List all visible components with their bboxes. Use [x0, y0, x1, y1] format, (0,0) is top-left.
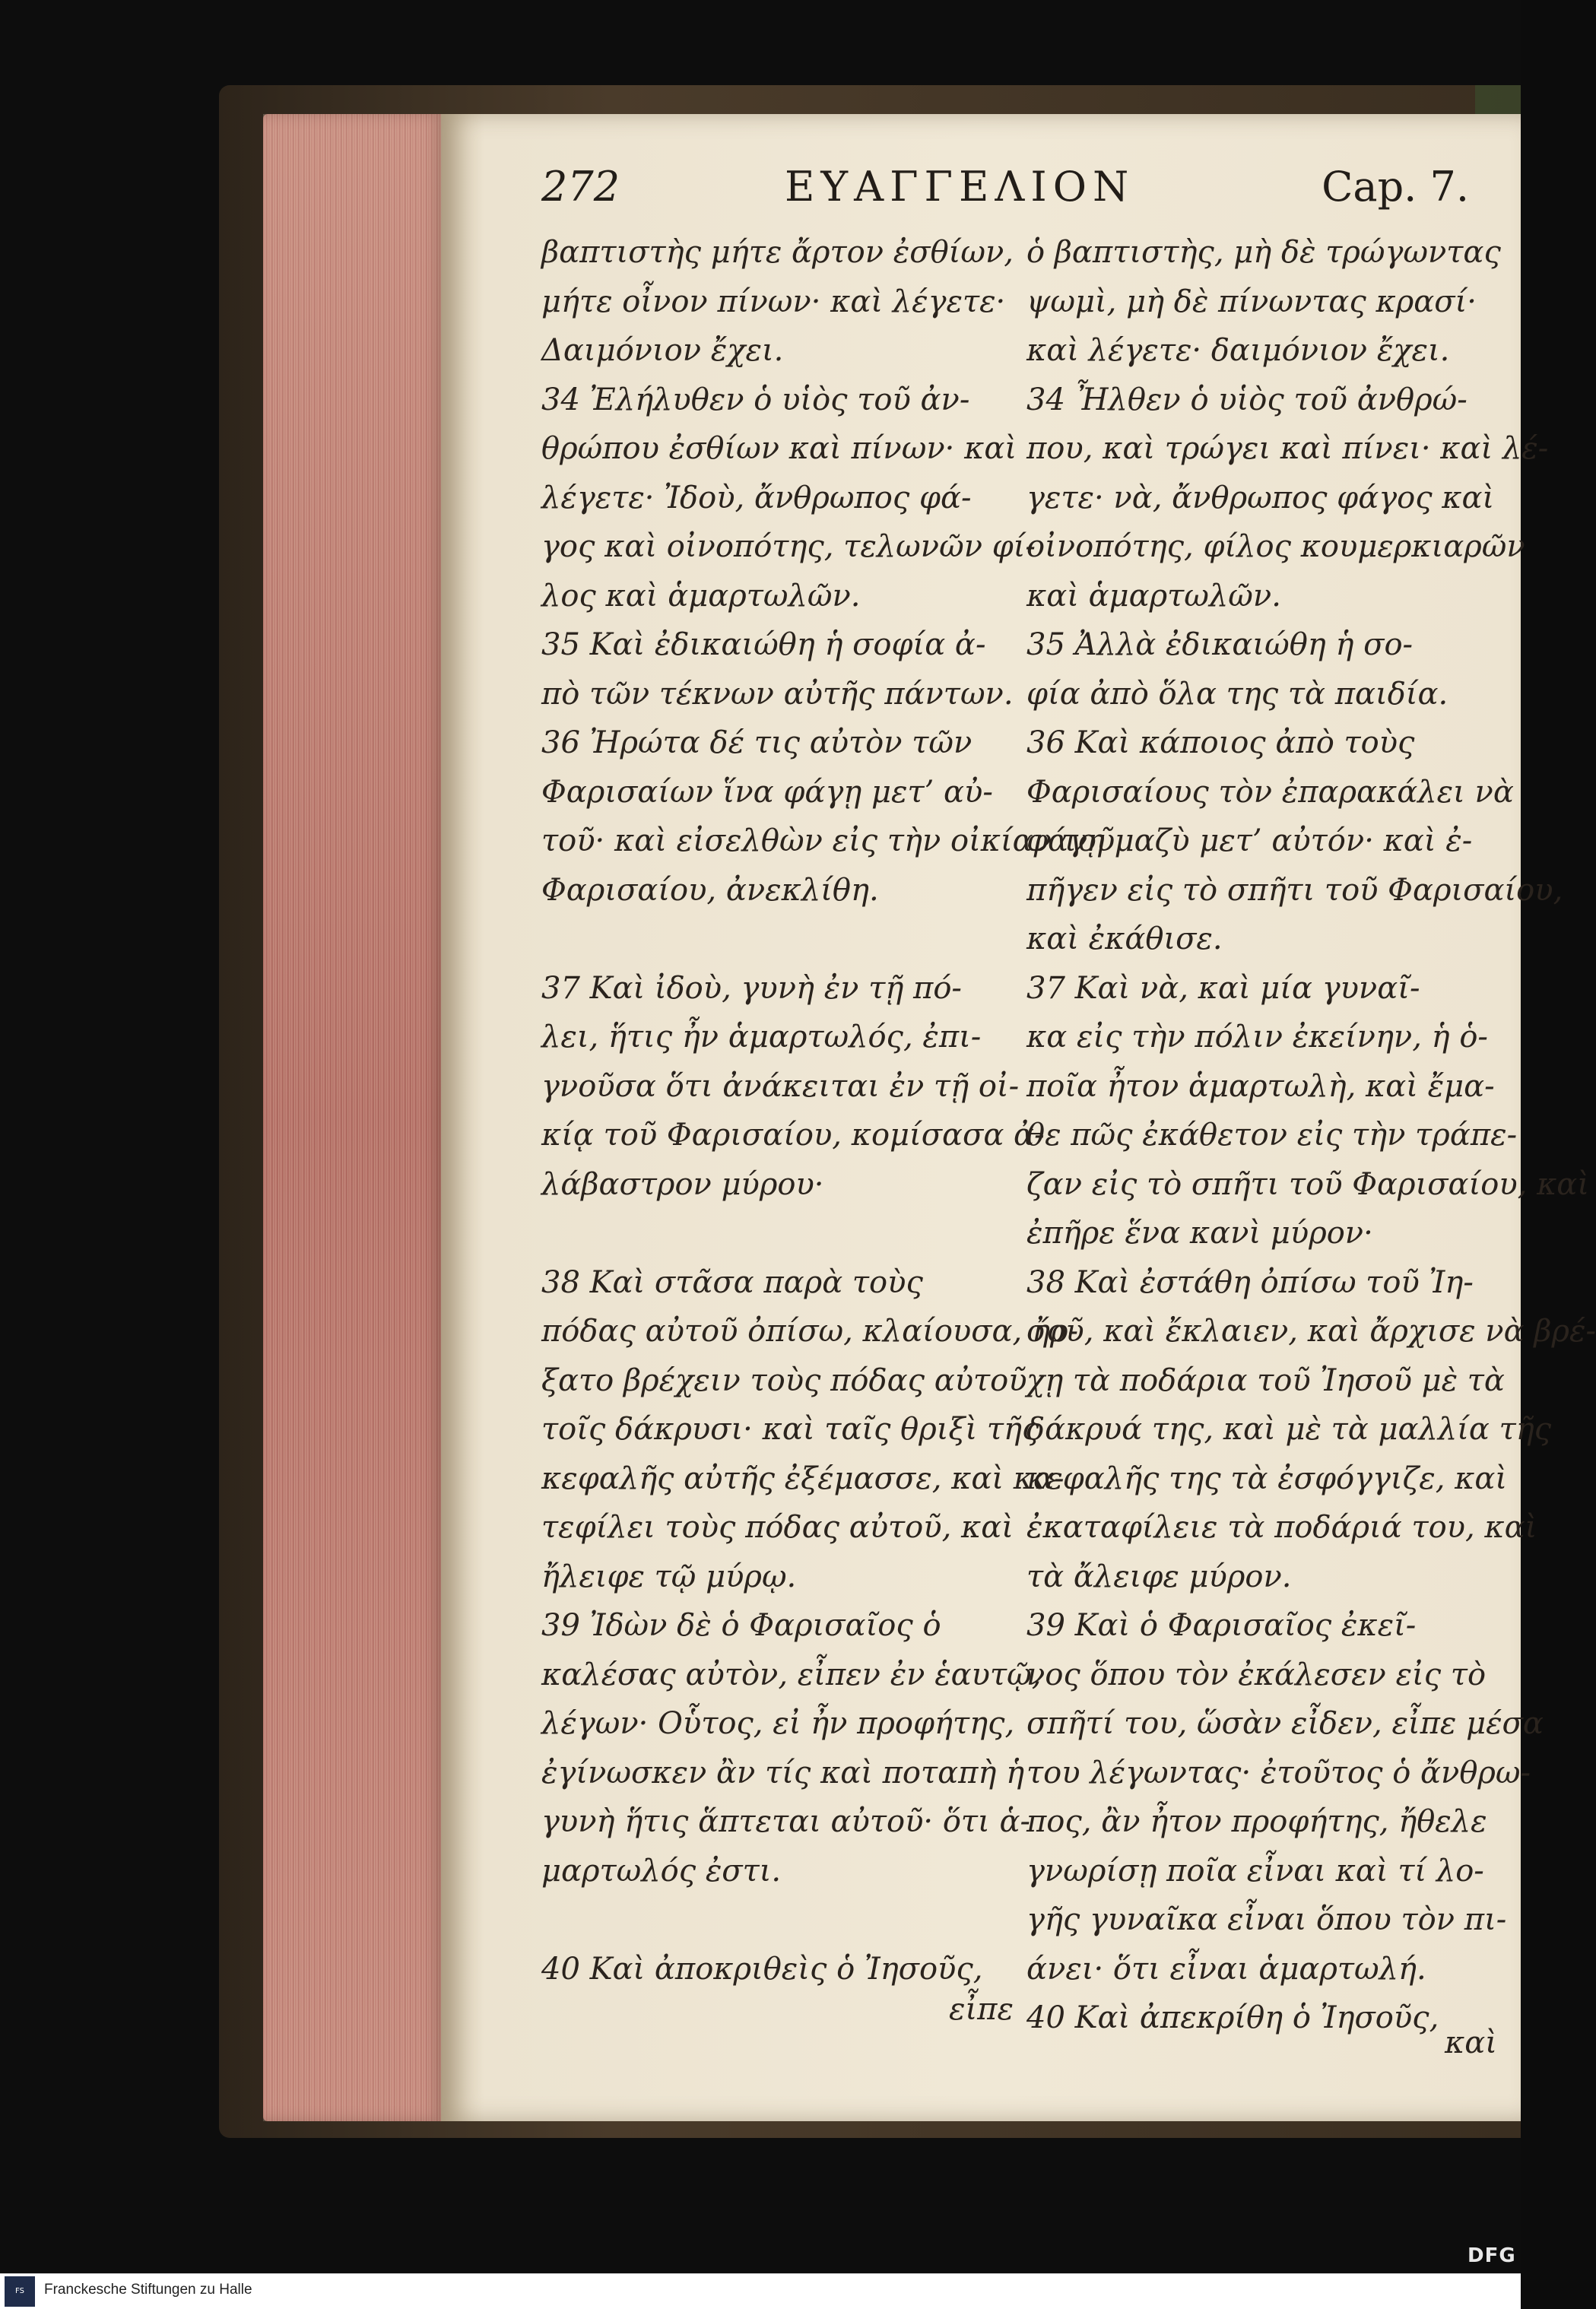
left-column-line: λάβαστρον μύρου·: [541, 1166, 824, 1202]
right-column-line: σοῦ, καὶ ἔκλαιεν, καὶ ἄρχισε νὰ βρέ-: [1026, 1314, 1596, 1349]
page-title: ΕΥΑΓΓΕΛΙΟΝ: [785, 163, 1135, 211]
footer-bar: [0, 2273, 1521, 2309]
chapter-label: Cap. 7.: [1322, 163, 1469, 211]
right-column-line: οἰνοπότης, φίλος κουμερκιαρῶν: [1026, 529, 1525, 564]
left-column-line: τοῖς δάκρυσι· καὶ ταῖς θριξὶ τῆς: [541, 1412, 1039, 1447]
left-column-line: μαρτωλός ἐστι.: [541, 1853, 782, 1889]
left-column-line: γυνὴ ἥτις ἅπτεται αὐτοῦ· ὅτι ἁ-: [541, 1804, 1030, 1839]
right-column-line: ψωμὶ, μὴ δὲ πίνωντας κρασί·: [1026, 284, 1477, 319]
left-catchword: εἶπε: [949, 1992, 1014, 2027]
right-column-line: ζαν εἰς τὸ σπῆτι τοῦ Φαρισαίου, καὶ: [1026, 1166, 1589, 1202]
right-column-line: φάγῃ μαζὺ μετ’ αὐτόν· καὶ ἐ-: [1026, 823, 1473, 858]
right-column-line: 37 Καὶ νὰ, καὶ μία γυναῖ-: [1026, 970, 1420, 1006]
right-column-line: 36 Καὶ κάποιος ἀπὸ τοὺς: [1026, 725, 1415, 760]
right-column-line: καὶ λέγετε· δαιμόνιον ἔχει.: [1026, 333, 1450, 368]
right-column-line: θε πῶς ἐκάθετον εἰς τὴν τράπε-: [1026, 1118, 1518, 1153]
left-column-line: λος καὶ ἁμαρτωλῶν.: [541, 578, 861, 614]
right-column-line: του λέγωντας· ἐτοῦτος ὁ ἄνθρω-: [1026, 1755, 1531, 1790]
right-catchword: καὶ: [1445, 2025, 1497, 2060]
left-column-line: Φαρισαίων ἵνα φάγῃ μετ’ αὐ-: [541, 774, 993, 810]
left-column-line: 35 Καὶ ἐδικαιώθη ἡ σοφία ἀ-: [541, 627, 986, 662]
left-column-line: τοῦ· καὶ εἰσελθὼν εἰς τὴν οἰκίαν τοῦ: [541, 823, 1115, 858]
left-column-line: τεφίλει τοὺς πόδας αὐτοῦ, καὶ: [541, 1510, 1014, 1545]
right-column-line: γῆς γυναῖκα εἶναι ὅπου τὸν πι-: [1026, 1902, 1507, 1937]
left-column-line: [541, 1209, 1005, 1258]
right-column-text: [1026, 228, 1596, 2043]
left-column-line: μήτε οἶνον πίνων· καὶ λέγετε·: [541, 284, 1006, 319]
institution-name: Franckesche Stiftungen zu Halle: [44, 2282, 252, 2298]
left-column-line: ἐγίνωσκεν ἂν τίς καὶ ποταπὴ ἡ: [541, 1755, 1025, 1790]
right-column-line: γετε· νὰ, ἄνθρωπος φάγος καὶ: [1026, 480, 1495, 515]
right-column-line: καὶ ἁμαρτωλῶν.: [1026, 578, 1281, 614]
right-column-line: 38 Καὶ ἐστάθη ὀπίσω τοῦ Ἰη-: [1026, 1264, 1474, 1300]
left-column-line: [541, 1895, 1005, 1945]
left-column-line: [541, 915, 1005, 964]
institution-logo-icon: FS: [5, 2276, 35, 2307]
page-fore-edge: [263, 114, 446, 2121]
right-column-line: χῃ τὰ ποδάρια τοῦ Ἰησοῦ μὲ τὰ: [1026, 1362, 1505, 1398]
left-column-line: γνοῦσα ὅτι ἀνάκειται ἐν τῇ οἰ-: [541, 1068, 1020, 1104]
right-column-line: φία ἀπὸ ὅλα της τὰ παιδία.: [1026, 676, 1448, 712]
left-column-line: 34 Ἐλήλυθεν ὁ υἱὸς τοῦ ἀν-: [541, 382, 970, 417]
left-column-line: γος καὶ οἰνοπότης, τελωνῶν φί-: [541, 529, 1036, 564]
right-column-line: κεφαλῆς της τὰ ἐσφόγγιζε, καὶ: [1026, 1461, 1508, 1496]
left-column-line: λέγετε· Ἰδοὺ, ἄνθρωπος φά-: [541, 480, 972, 515]
left-column-line: Φαρισαίου, ἀνεκλίθη.: [541, 872, 879, 908]
left-column-line: 40 Καὶ ἀποκριθεὶς ὁ Ἰησοῦς,: [541, 1951, 983, 1987]
right-column-line: άνει· ὅτι εἶναι ἁμαρτωλή.: [1026, 1951, 1426, 1987]
left-column-line: 37 Καὶ ἰδοὺ, γυνὴ ἐν τῇ πό-: [541, 970, 962, 1006]
left-column-line: 36 Ἠρώτα δέ τις αὐτὸν τῶν: [541, 725, 973, 760]
right-column-line: ὁ βαπτιστὴς, μὴ δὲ τρώγωντας: [1026, 235, 1501, 270]
right-column-line: 39 Καὶ ὁ Φαρισαῖος ἐκεῖ-: [1026, 1608, 1417, 1643]
running-header: [541, 163, 1469, 216]
dfg-watermark: DFG: [1467, 2244, 1516, 2267]
right-column-line: ἐκαταφίλειε τὰ ποδάριά του, καὶ: [1026, 1510, 1537, 1545]
left-column-line: βαπτιστὴς μήτε ἄρτον ἐσθίων,: [541, 235, 1014, 270]
right-column-line: καὶ ἐκάθισε.: [1026, 921, 1223, 956]
left-column-line: λει, ἥτις ἦν ἁμαρτωλός, ἐπι-: [541, 1020, 982, 1055]
left-column-line: ἤλειφε τῷ μύρῳ.: [541, 1559, 797, 1594]
right-column-line: που, καὶ τρώγει καὶ πίνει· καὶ λέ-: [1026, 431, 1549, 466]
left-column-line: λέγων· Οὗτος, εἰ ἦν προφήτης,: [541, 1706, 1015, 1741]
right-column-line: πῆγεν εἰς τὸ σπῆτι τοῦ Φαρισαίου,: [1026, 872, 1563, 908]
right-column-line: σπῆτί του, ὥσὰν εἶδεν, εἶπε μέσα: [1026, 1706, 1544, 1741]
left-column-text: [541, 228, 1115, 1993]
left-column-line: 39 Ἰδὼν δὲ ὁ Φαρισαῖος ὁ: [541, 1608, 941, 1643]
left-column-line: κίᾳ τοῦ Φαρισαίου, κομίσασα ἀ-: [541, 1118, 1045, 1153]
left-column-line: καλέσας αὐτὸν, εἶπεν ἐν ἑαυτῷ,: [541, 1657, 1042, 1692]
left-column-line: ξατο βρέχειν τοὺς πόδας αὐτοῦ: [541, 1362, 1027, 1398]
left-column-line: πόδας αὐτοῦ ὀπίσω, κλαίουσα, ἤρ-: [541, 1314, 1078, 1349]
right-column-line: Φαρισαίους τὸν ἐπαρακάλει νὰ: [1026, 774, 1514, 810]
right-column-line: πος, ἂν ἦτον προφήτης, ἤθελε: [1026, 1804, 1487, 1839]
left-column-line: πὸ τῶν τέκνων αὐτῆς πάντων.: [541, 676, 1014, 712]
right-column-line: τὰ ἄλειφε μύρον.: [1026, 1559, 1292, 1594]
right-column-line: νος ὅπου τὸν ἐκάλεσεν εἰς τὸ: [1026, 1657, 1487, 1692]
left-column-line: θρώπου ἐσθίων καὶ πίνων· καὶ: [541, 431, 1017, 466]
right-column-line: γνωρίσῃ ποῖα εἶναι καὶ τί λο-: [1026, 1853, 1484, 1889]
left-column-line: 38 Καὶ στᾶσα παρὰ τοὺς: [541, 1264, 923, 1300]
right-column-line: κα εἰς τὴν πόλιν ἐκείνην, ἡ ὁ-: [1026, 1020, 1488, 1055]
right-column-line: 35 Ἀλλὰ ἐδικαιώθη ἡ σο-: [1026, 627, 1414, 662]
left-column-line: κεφαλῆς αὐτῆς ἐξέμασσε, καὶ κα-: [541, 1461, 1065, 1496]
left-column-line: Δαιμόνιον ἔχει.: [541, 333, 784, 368]
right-column-line: ἐπῆρε ἕνα κανὶ μύρον·: [1026, 1216, 1373, 1251]
right-column-line: ποῖα ἦτον ἁμαρτωλὴ, καὶ ἔμα-: [1026, 1068, 1495, 1104]
right-column-line: 40 Καὶ ἀπεκρίθη ὁ Ἰησοῦς,: [1026, 2000, 1439, 2035]
page-number: 272: [541, 163, 620, 211]
right-column-line: 34 Ἦλθεν ὁ υἱὸς τοῦ ἀνθρώ-: [1026, 382, 1467, 417]
right-column-line: δάκρυά της, καὶ μὲ τὰ μαλλία τῆς: [1026, 1412, 1552, 1447]
